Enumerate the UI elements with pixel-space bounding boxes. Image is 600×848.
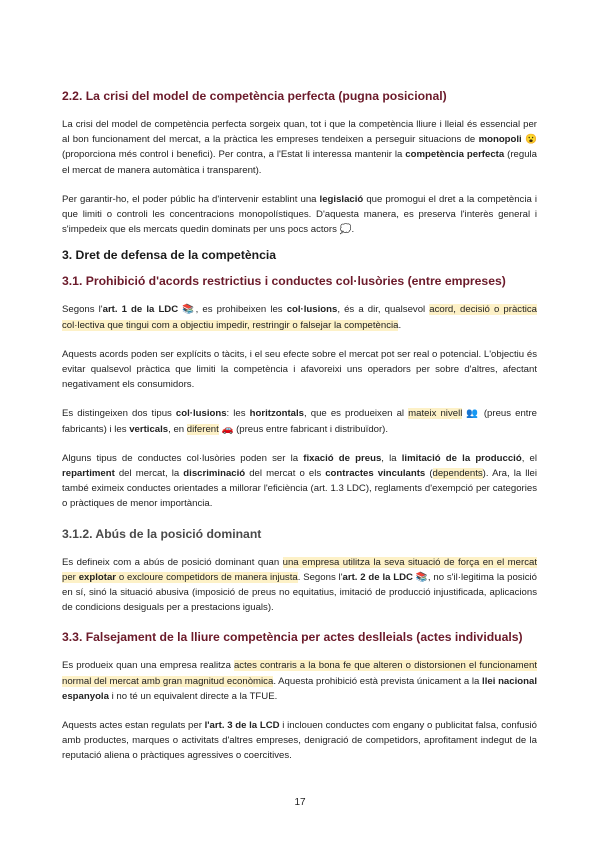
page-number: 17: [294, 797, 306, 808]
paragraph: Alguns tipus de conductes col·lusòries poden ser la fixació de preus, la limitació de la producció, el repartiment del mercat, la discriminació del mercat o els contractes vinculants (dependents). Ara, la llei també eximeix conductes orientades a millorar l'eficiència (art. 1.3 LDC), reglaments d'exempció per categories o pràctiques de menor importància.: [62, 452, 537, 510]
paragraph: Es produeix quan una empresa realitza actes contraris a la bona fe que alteren o distorsionen el funcionament normal del mercat amb gran magnitud econòmica. Aquesta prohibició està prevista únicament a la llei nacional espanyola i no té un equivalent directe a la TFUE.: [62, 660, 537, 702]
paragraph: Aquests acords poden ser explícits o tàcits, i el seu efecte sobre el mercat pot ser real o potencial. L'objectiu és evitar qualsevol pràctica que limiti la competència i afavoreixi uns operadors per sobre d'altres, afectant negativament els consumidors.: [62, 348, 537, 391]
section-heading-3-1: 3.1. Prohibició d'acords restrictius i conductes col·lusòries (entre empreses): [62, 274, 506, 289]
highlighted-text: dependents: [432, 468, 483, 480]
section-heading-3-1-2: 3.1.2. Abús de la posició dominant: [62, 526, 262, 541]
section-heading-2-2: 2.2. La crisi del model de competència perfecta (pugna posicional): [62, 89, 447, 103]
paragraph: Es distingeixen dos tipus col·lusions: les horitzontals, que es produeixen al mateix nivell 👥 (preus entre fabricants) i les verticals, en diferent 🚗 (preus entre fabricant i distribuïdor).: [62, 408, 537, 435]
paragraph: Es defineix com a abús de posició dominant quan una empresa utilitza la seva situació de força en el mercat per explotar o excloure competidors de manera injusta. Segons l'art. 2 de la LDC 📚, no s'il·legitima la posició en sí, sinó la situació abusiva (imposició de preus no equitatius, imitació de producció injustificada, aplicacions de condicions desiguals per a prestacions iguals).: [62, 556, 537, 614]
highlighted-text: actes contraris a la bona fe que alteren o distorsionen el funcionament normal del mercat amb gran magnitud econòmica: [62, 660, 537, 687]
paragraph: Per garantir-ho, el poder públic ha d'intervenir establint una legislació que promogui el dret a la competència i que limiti o controli les concentracions monopolístiques. D'aquesta manera, es preserva l'interès general i s'impedeix que els mercats quedin dominats per uns pocs actors 💭.: [62, 193, 538, 236]
highlighted-text: diferent: [186, 423, 219, 435]
paragraph: La crisi del model de competència perfecta sorgeix quan, tot i que la competència lliure i lleial és essencial per al bon funcionament del mercat, a la pràctica les empreses tendeixen a perseguir situacions de monopoli 😮 (proporciona més control i benefici). Per contra, a l'Estat li interessa mantenir la competència perfecta (regula el mercat de manera automàtica i transparent).: [62, 119, 537, 176]
paragraph: Segons l'art. 1 de la LDC 📚, es prohibeixen les col·lusions, és a dir, qualsevol acord, decisió o pràctica col·lectiva que tingui com a objectiu impedir, restringir o falsejar la competència.: [62, 304, 538, 331]
highlighted-text: acord, decisió o pràctica col·lectiva que tingui com a objectiu impedir, restringir o falsejar la competència: [62, 304, 538, 331]
paragraph: Aquests actes estan regulats per l'art. 3 de la LCD i inclouen conductes com engany o publicitat falsa, confusió amb productes, marques o activitats d'altres empreses, denigració de competidors, aprofitament indegut de la reputació aliena o pràctiques agressives o coercitives.: [62, 720, 538, 762]
highlighted-text: una empresa utilitza la seva situació de força en el mercat per explotar o excloure competidors de manera injusta: [62, 556, 537, 583]
highlighted-text: mateix nivell: [408, 408, 463, 420]
page-content: [62, 88, 537, 764]
section-heading-3: 3. Dret de defensa de la competència: [62, 248, 277, 263]
section-heading-3-3: 3.3. Falsejament de la lliure competència per actes deslleials (actes individuals): [62, 630, 523, 645]
